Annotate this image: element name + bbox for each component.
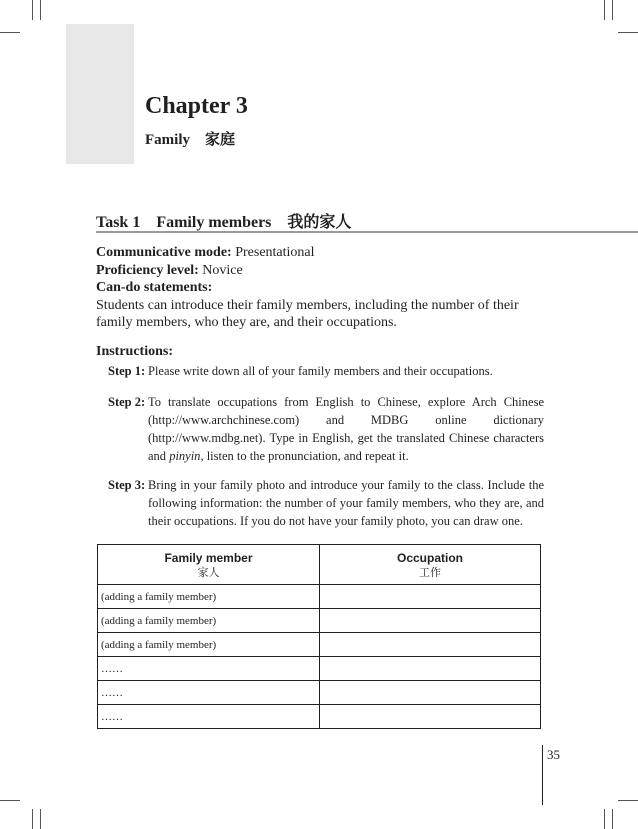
- table-row: [98, 633, 541, 657]
- step-text-part: To translate occupations from English to Chinese, explore Arch Chinese (http://www.archchinese.com) and MDBG online dictionary (http://www.mdbg.net). Type in English, get the translated Chinese characters and: [148, 395, 544, 463]
- chapter-subtitle: Family 家庭: [145, 132, 235, 148]
- header-zh: 家人: [197, 566, 220, 579]
- step-3: [108, 476, 544, 530]
- step-text: Please write down all of your family members and their occupations.: [148, 364, 493, 378]
- level-label: Proficiency level:: [96, 262, 199, 278]
- header-en: Family member: [164, 550, 253, 565]
- crop-mark: [40, 809, 41, 829]
- page-number-rule: [542, 745, 543, 805]
- family-member-cell[interactable]: (adding a family member): [98, 633, 320, 657]
- chapter-tab-block: [66, 24, 134, 164]
- family-member-cell[interactable]: (adding a family member): [98, 585, 320, 609]
- crop-mark: [0, 32, 20, 33]
- step-2: [108, 393, 544, 465]
- header-occupation: [320, 545, 541, 585]
- step-label: Step 2:: [108, 395, 146, 409]
- task-meta: [96, 244, 544, 332]
- mode-value: Presentational: [231, 245, 315, 260]
- occupation-cell[interactable]: [320, 705, 541, 729]
- step-label: Step 1:: [108, 364, 146, 378]
- task-divider: [96, 231, 638, 233]
- occupation-cell[interactable]: [320, 657, 541, 681]
- family-table: [97, 544, 541, 729]
- family-member-cell[interactable]: ……: [98, 681, 320, 705]
- table-row: [98, 585, 541, 609]
- occupation-cell[interactable]: [320, 681, 541, 705]
- table-row: [98, 657, 541, 681]
- step-text: [148, 393, 544, 465]
- occupation-cell[interactable]: [320, 609, 541, 633]
- crop-mark: [618, 32, 638, 33]
- step-label: Step 3:: [108, 478, 146, 492]
- header-zh: 工作: [419, 566, 441, 579]
- header-en: Occupation: [396, 550, 463, 565]
- occupation-cell[interactable]: [320, 633, 541, 657]
- level-value: Novice: [198, 262, 243, 278]
- step-text: Bring in your family photo and introduce your family to the class. Include the following information: the number of your family members, who they are, and their occupations. If you do not have your family photo, you can draw one.: [148, 478, 544, 528]
- crop-mark: [0, 800, 20, 801]
- crop-mark: [612, 809, 613, 829]
- mode-label: Communicative mode:: [96, 245, 232, 260]
- header-family-member: [98, 545, 320, 585]
- instructions-heading: Instructions:: [96, 344, 174, 359]
- table-row: [98, 705, 541, 729]
- crop-mark: [618, 800, 638, 801]
- occupation-cell[interactable]: [320, 585, 541, 609]
- family-member-cell[interactable]: ……: [98, 657, 320, 681]
- crop-mark: [604, 809, 605, 829]
- step-text-part: , listen to the pronunciation, and repeat it.: [200, 449, 409, 463]
- mode-line: [96, 244, 544, 262]
- crop-mark: [612, 0, 613, 20]
- chapter-title: Chapter 3: [145, 93, 248, 119]
- table-row: [98, 681, 541, 705]
- step-text-emphasis: pinyin: [169, 449, 201, 463]
- task-heading: Task 1 Family members 我的家人: [96, 214, 352, 231]
- cando-text: Students can introduce their family members, including the number of their family members, who they are, and their occupations.: [96, 297, 519, 330]
- family-member-cell[interactable]: ……: [98, 705, 320, 729]
- crop-mark: [32, 809, 33, 829]
- cando-label: Can-do statements:: [96, 280, 213, 295]
- step-1: [108, 362, 544, 380]
- level-line: [96, 262, 544, 280]
- table-row: [98, 609, 541, 633]
- crop-mark: [40, 0, 41, 20]
- family-member-cell[interactable]: (adding a family member): [98, 609, 320, 633]
- crop-mark: [32, 0, 33, 20]
- page-number: 35: [547, 747, 560, 762]
- table-header-row: [98, 545, 541, 585]
- crop-mark: [604, 0, 605, 20]
